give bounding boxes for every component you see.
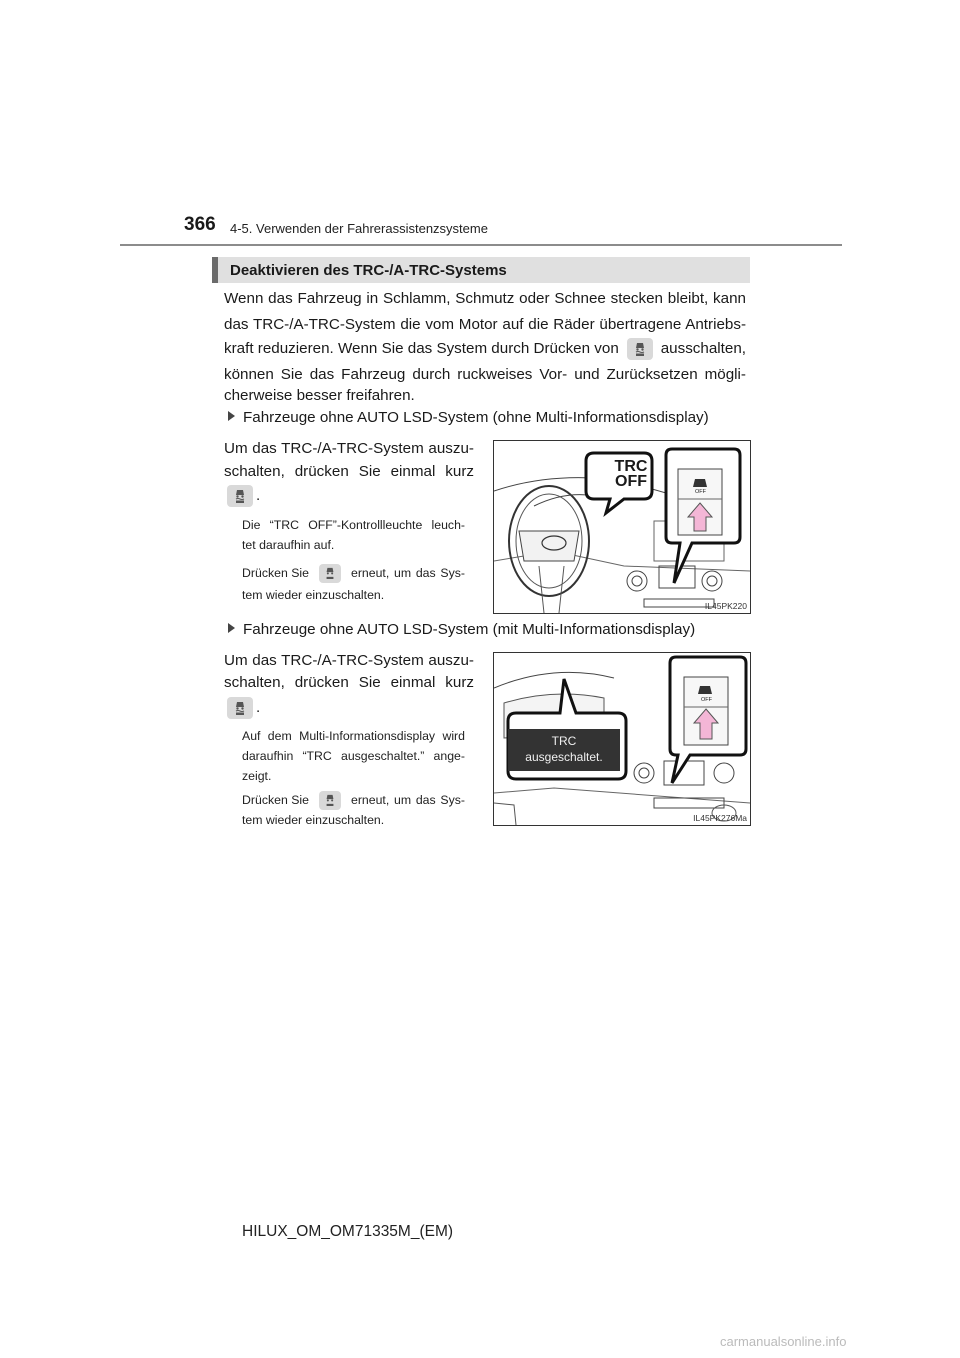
figure-dashboard-trc-off	[493, 440, 751, 614]
intro-line-3-before: kraft reduzieren. Wenn Sie das System durch Drücken von	[224, 340, 619, 357]
case1-note-1: Die “TRC OFF”-Kontrollleuchte leuch-	[242, 518, 465, 532]
case1-note-4: tem wieder einzuschalten.	[242, 588, 385, 602]
bullet-triangle-icon	[228, 411, 235, 421]
chapter-title: 4-5. Verwenden der Fahrerassistenzsysteme	[230, 221, 488, 236]
case2-note-2: daraufhin “TRC ausgeschaltet.” ange-	[242, 749, 465, 763]
case1-note-3	[242, 563, 465, 583]
case2-heading	[228, 621, 695, 638]
page-number: 366	[184, 214, 216, 235]
figure-dashboard-trc-display	[493, 652, 751, 826]
trc-off-button-icon	[227, 697, 253, 719]
intro-line-1: Wenn das Fahrzeug in Schlamm, Schmutz oder Schnee stecken bleibt, kann	[224, 290, 746, 307]
case2-note-4-before: Drücken Sie	[242, 793, 309, 807]
case1-note-2: tet daraufhin auf.	[242, 538, 335, 552]
case1-heading-text: Fahrzeuge ohne AUTO LSD-System (ohne Multi-Informationsdisplay)	[243, 409, 709, 426]
case2-note-5: tem wieder einzuschalten.	[242, 813, 385, 827]
intro-line-2: das TRC-/A-TRC-System die vom Motor auf die Räder übertragene Antriebs-	[224, 316, 746, 333]
case2-note-1: Auf dem Multi-Informationsdisplay wird	[242, 729, 465, 743]
intro-line-3-after: ausschalten,	[660, 340, 746, 357]
case2-note-4	[242, 790, 465, 810]
case1-line-3	[224, 484, 474, 507]
multi-info-display-text	[508, 733, 620, 765]
section-heading-bar	[212, 257, 750, 283]
case1-heading	[228, 409, 709, 426]
case1-note-3-before: Drücken Sie	[242, 566, 309, 580]
trc-off-button-icon	[627, 338, 653, 360]
figure-code: IL45PK276Ma	[693, 813, 747, 823]
watermark: carmanualsonline.info	[720, 1334, 847, 1349]
case2-line-1: Um das TRC-/A-TRC-System auszu-	[224, 652, 474, 669]
case1-line-2: schalten, drücken Sie einmal kurz	[224, 463, 474, 480]
bullet-triangle-icon	[228, 623, 235, 633]
button-off-label: OFF	[701, 697, 712, 703]
case2-note-3: zeigt.	[242, 769, 272, 783]
case2-heading-text: Fahrzeuge ohne AUTO LSD-System (mit Multi-Informationsdisplay)	[243, 621, 696, 638]
trc-off-button-icon	[319, 791, 341, 810]
case1-line-3-text: .	[256, 487, 261, 504]
case2-note-4-after: erneut, um das Sys-	[350, 793, 465, 807]
display-line-2: ausgeschaltet.	[525, 750, 603, 764]
header-divider	[120, 244, 842, 246]
case2-line-3	[224, 696, 474, 719]
section-title: Deaktivieren des TRC-/A-TRC-Systems	[230, 262, 507, 279]
trc-off-button-icon	[227, 485, 253, 507]
trc-off-button-icon	[319, 564, 341, 583]
trc-off-bubble-text	[606, 459, 656, 489]
button-off-label: OFF	[695, 489, 706, 495]
bubble-line-1: TRC	[614, 458, 648, 475]
case1-note-3-after: erneut, um das Sys-	[350, 566, 465, 580]
document-id: HILUX_OM_OM71335M_(EM)	[242, 1223, 454, 1240]
figure-code: IL45PK220	[704, 601, 747, 611]
intro-line-3	[224, 338, 746, 360]
intro-line-5: cherweise besser freifahren.	[224, 387, 415, 404]
bubble-line-2: OFF	[615, 473, 647, 490]
intro-line-4: können Sie das Fahrzeug durch ruckweises Vor- und Zurücksetzen mögli-	[224, 366, 746, 383]
case1-line-1: Um das TRC-/A-TRC-System auszu-	[224, 440, 474, 457]
display-line-1: TRC	[551, 734, 577, 748]
case2-line-2: schalten, drücken Sie einmal kurz	[224, 674, 474, 691]
case2-line-3-text: .	[256, 699, 261, 716]
